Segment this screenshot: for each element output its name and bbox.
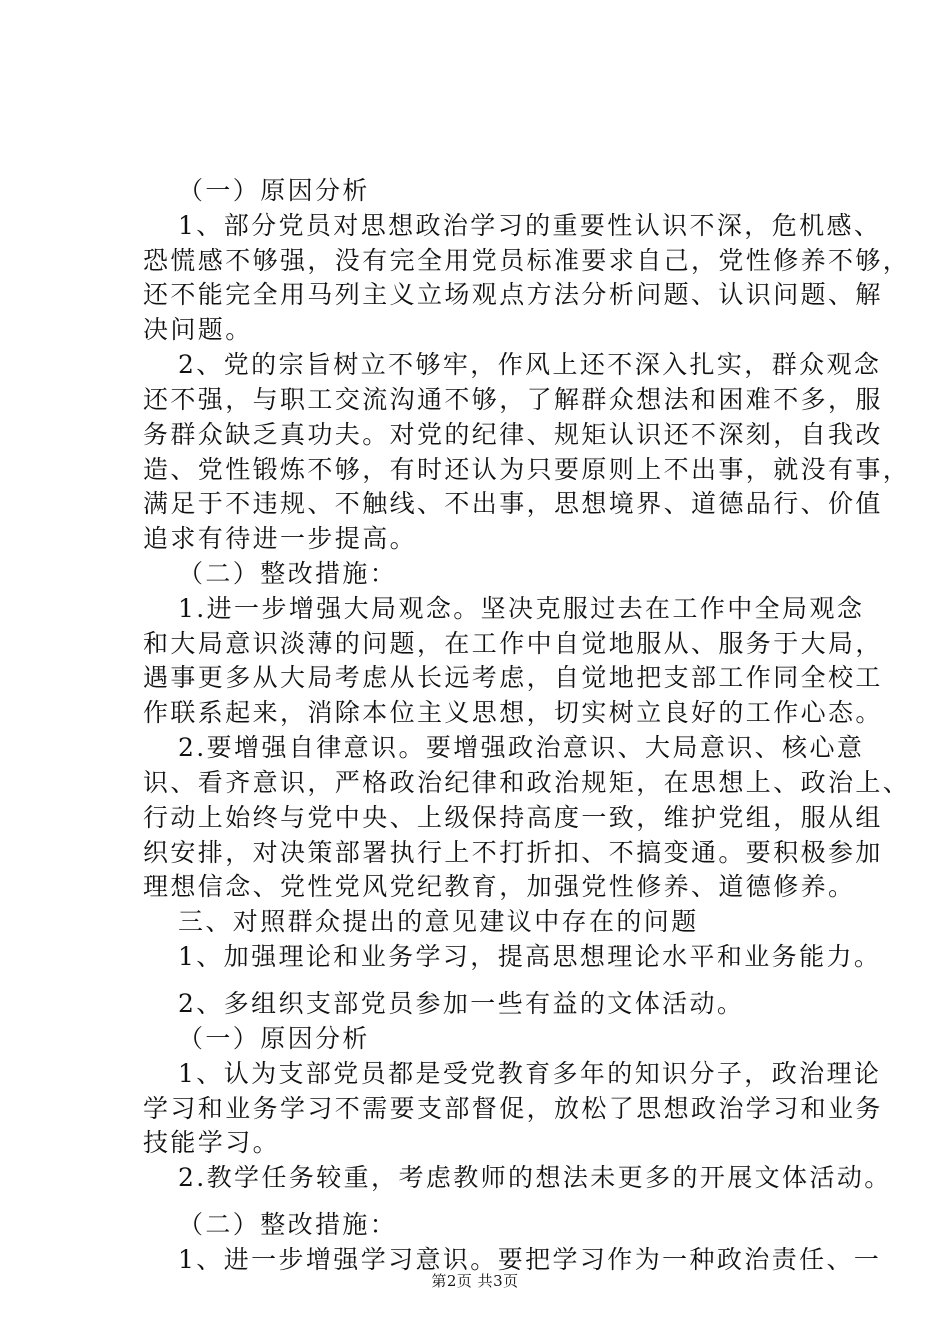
paragraph-line: 务群众缺乏真功夫。对党的纪律、规矩认识还不深刻，自我改 [143, 420, 883, 449]
paragraph-line: 理想信念、党性党风党纪教育，加强党性修养、道德修养。 [143, 872, 856, 901]
paragraph-line: 满足于不违规、不触线、不出事，思想境界、道德品行、价值 [143, 489, 883, 518]
section-heading-rectification: （二）整改措施： [178, 559, 398, 588]
paragraph-line: 遇事更多从大局考虑从长远考虑，自觉地把支部工作同全校工 [143, 663, 883, 692]
section-heading-rectification: （二）整改措施： [178, 1210, 398, 1239]
paragraph-line: 造、党性锻炼不够，有时还认为只要原则上不出事，就没有事， [143, 455, 911, 484]
paragraph-line: 2、多组织支部党员参加一些有益的文体活动。 [178, 989, 745, 1018]
paragraph-line: 行动上始终与党中央、上级保持高度一致，维护党组，服从组 [143, 803, 883, 832]
paragraph-line: 技能学习。 [143, 1128, 281, 1157]
paragraph-line: 1、部分党员对思想政治学习的重要性认识不深，危机感、 [178, 211, 882, 240]
paragraph-line: 1.进一步增强大局观念。坚决克服过去在工作中全局观念 [178, 594, 865, 623]
paragraph-line: 1、进一步增强学习意识。要把学习作为一种政治责任、一 [178, 1245, 882, 1274]
paragraph-line: 织安排，对决策部署执行上不打折扣、不搞变通。要积极参加 [143, 838, 883, 867]
paragraph-line: 还不强，与职工交流沟通不够，了解群众想法和困难不多，服 [143, 385, 883, 414]
section-heading-issues: 三、对照群众提出的意见建议中存在的问题 [178, 907, 699, 936]
paragraph-line: 作联系起来，消除本位主义思想，切实树立良好的工作心态。 [143, 698, 883, 727]
paragraph-line: 2.教学任务较重，考虑教师的想法未更多的开展文体活动。 [178, 1163, 892, 1192]
paragraph-line: 追求有待进一步提高。 [143, 524, 418, 553]
page-footer: 第2页 共3页 [431, 1272, 519, 1290]
paragraph-line: 1、认为支部党员都是受党教育多年的知识分子，政治理论 [178, 1059, 882, 1088]
paragraph-line: 2.要增强自律意识。要增强政治意识、大局意识、核心意 [178, 733, 865, 762]
paragraph-line: 学习和业务学习不需要支部督促，放松了思想政治学习和业务 [143, 1094, 883, 1123]
paragraph-line: 还不能完全用马列主义立场观点方法分析问题、认识问题、解 [143, 280, 883, 309]
section-heading-cause-analysis: （一）原因分析 [178, 1024, 370, 1053]
paragraph-line: 识、看齐意识，严格政治纪律和政治规矩，在思想上、政治上、 [143, 768, 911, 797]
paragraph-line: 恐慌感不够强，没有完全用党员标准要求自己，党性修养不够， [143, 246, 911, 275]
paragraph-line: 1、加强理论和业务学习，提高思想理论水平和业务能力。 [178, 942, 882, 971]
paragraph-line: 2、党的宗旨树立不够牢，作风上还不深入扎实，群众观念 [178, 350, 882, 379]
paragraph-line: 和大局意识淡薄的问题，在工作中自觉地服从、服务于大局， [143, 629, 883, 658]
section-heading-cause-analysis: （一）原因分析 [178, 176, 370, 205]
paragraph-line: 决问题。 [143, 315, 253, 344]
